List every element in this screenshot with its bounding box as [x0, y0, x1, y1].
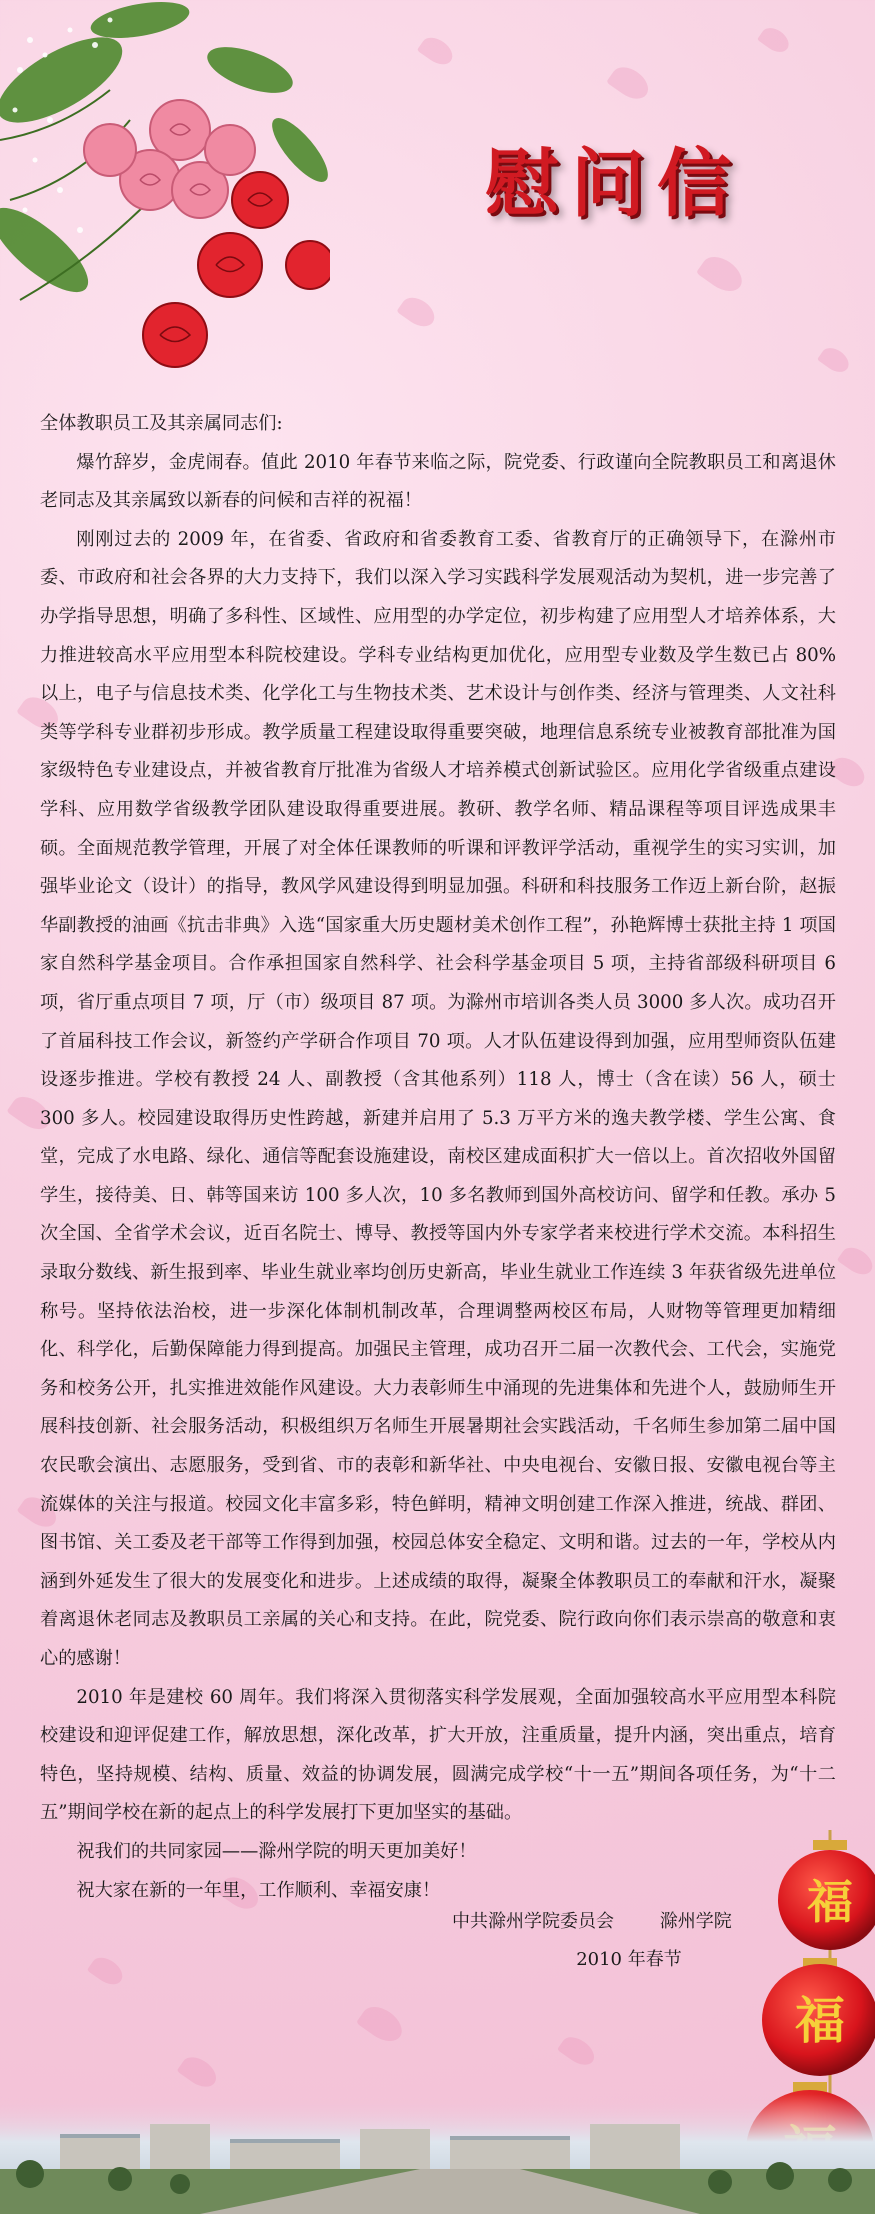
- letter-closing-wish: 祝我们的共同家园——滁州学院的明天更加美好！: [76, 1840, 477, 1862]
- letter-body: [40, 405, 836, 1910]
- signature-org-college: 滁州学院: [659, 1911, 732, 1932]
- page-title: 慰问信: [485, 141, 743, 227]
- letter-closing-wish: 祝大家在新的一年里，工作顺利、幸福安康！: [76, 1879, 441, 1901]
- lantern-icon: [762, 1958, 875, 2076]
- signature-org-committee: 中共滁州学院委员会: [452, 1911, 614, 1932]
- campus-photo: [0, 2094, 875, 2214]
- letter-paragraph: 2010 年是建校 60 周年。我们将深入贯彻落实科学发展观，全面加强较高水平应用型本科院校建设和迎评促建工作，解放思想，深化改革，扩大开放，注重质量，提升内涵，突出重点，培育特色，坚持规模、结构、质量、效益的协调发展，圆满完成学校“十一五”期间各项任务，为“十二五”期间学校在新的起点上的科学发展打下更加坚实的基础。: [40, 1686, 836, 1824]
- letter-paragraph: 刚刚过去的 2009 年，在省委、省政府和省委教育工委、省教育厅的正确领导下，在滁州市委、市政府和社会各界的大力支持下，我们以深入学习实践科学发展观活动为契机，进一步完善了办学指导思想，明确了多科性、区域性、应用型的办学定位，初步构建了应用型人才培养体系，大力推进较高水平应用型本科院校建设。学科专业结构更加优化，应用型专业数及学生数已占 80% 以上，电子与信息技术类、化学化工与生物技术类、艺术设计与创作类、经济与管理类、人文社科类等学科专业群初步形成。教学质量工程建设取得重要突破，地理信息系统专业被教育部批准为国家级特色专业建设点，并被省教育厅批准为省级人才培养模式创新试验区。应用化学省级重点建设学科、应用数学省级教学团队建设取得重要进展。教研、教学名师、精品课程等项目评选成果丰硕。全面规范教学管理，开展了对全体任课教师的听课和评教评学活动，重视学生的实习实训，加强毕业论文（设计）的指导，教风学风建设得到明显加强。科研和科技服务工作迈上新台阶，赵振华副教授的油画《抗击非典》入选“国家重大历史题材美术创作工程”，孙艳辉博士获批主持 1 项国家自然科学基金项目。合作承担国家自然科学、社会科学基金项目 5 项，主持省部级科研项目 6 项，省厅重点项目 7 项，厅（市）级项目 87 项。为滁州市培训各类人员 3000 多人次。成功召开了首届科技工作会议，新签约产学研合作项目 70 项。人才队伍建设得到加强，应用型师资队伍建设逐步推进。学校有教授 24 人、副教授（含其他系列）118 人，博士（含在读）56 人，硕士 300 多人。校园建设取得历史性跨越，新建并启用了 5.3 万平方米的逸夫教学楼、学生公寓、食堂，完成了水电路、绿化、通信等配套设施建设，南校区建成面积扩大一倍以上。首次招收外国留学生，接待美、日、韩等国来访 100 多人次，10 多名教师到国外高校访问、留学和任教。承办 5 次全国、全省学术会议，近百名院士、博导、教授等国内外专家学者来校进行学术交流。本科招生录取分数线、新生报到率、毕业生就业率均创历史新高，毕业生就业工作连续 3 年获省级先进单位称号。坚持依法治校，进一步深化体制机制改革，合理调整两校区布局，人财物等管理更加精细化、科学化，后勤保障能力得到提高。加强民主管理，成功召开二届一次教代会、工代会，实施党务和校务公开，扎实推进效能作风建设。大力表彰师生中涌现的先进集体和先进个人，鼓励师生开展科技创新、社会服务活动，积极组织万名师生开展暑期社会实践活动，千名师生参加第二届中国农民歌会演出、志愿服务，受到省、市的表彰和新华社、中央电视台、安徽日报、安徽电视台等主流媒体的关注与报道。校园文化丰富多彩，特色鲜明，精神文明创建工作深入推进，统战、群团、图书馆、关工委及老干部等工作得到加强，校园总体安全稳定、文明和谐。过去的一年，学校从内涵到外延发生了很大的发展变化和进步。上述成绩的取得，凝聚全体教职员工的奉献和汗水，凝聚着离退休老同志及教职员工亲属的关心和支持。在此，院党委、院行政向你们表示崇高的敬意和衷心的感谢！: [40, 528, 836, 1669]
- rose-bouquet-image: [0, 0, 330, 380]
- letter-paragraph: 爆竹辞岁，金虎闹春。值此 2010 年春节来临之际，院党委、行政谨向全院教职员工和离退休老同志及其亲属致以新春的问候和吉祥的祝福！: [40, 451, 836, 512]
- lantern-icon: [778, 1840, 875, 1950]
- letter-salutation: 全体教职员工及其亲属同志们:: [40, 413, 283, 434]
- signature-date: 2010 年春节: [576, 1949, 682, 1970]
- lantern-char: 福: [807, 1875, 853, 1929]
- signature-block: [452, 1903, 732, 1979]
- lantern-char: 福: [795, 1991, 845, 2050]
